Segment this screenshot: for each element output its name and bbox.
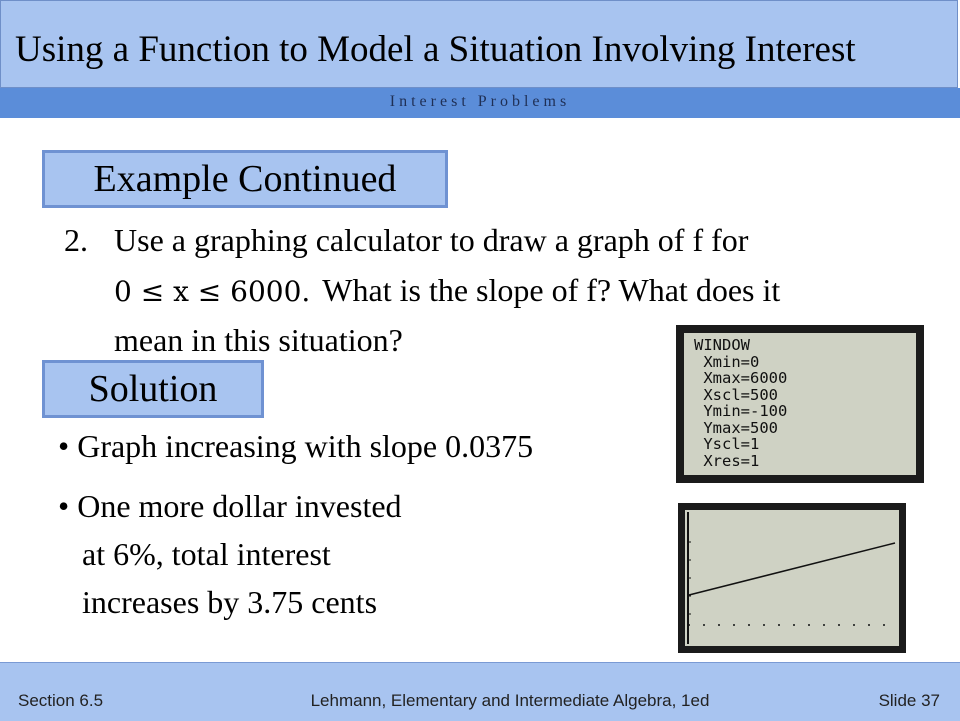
calculator-window-screen (676, 325, 924, 483)
window-settings-text: WINDOW Xmin=0 Xmax=6000 Xscl=500 Ymin=-100 Ymax=500 Yscl=1 Xres=1 (694, 336, 788, 470)
inequality-expression: 0 ≤ x ≤ 6000. (114, 275, 311, 308)
question-line-2-text: What is the slope of f? What does it (322, 272, 781, 308)
bullet-meaning: • One more dollar invested (58, 488, 402, 524)
bullet-slope: • Graph increasing with slope 0.0375 (58, 428, 534, 464)
footer (0, 662, 960, 721)
question-line-1: Use a graphing calculator to draw a graph of f for (114, 222, 749, 258)
calculator-graph-screen (678, 503, 906, 653)
footer-slide-number: Slide 37 (878, 691, 940, 710)
footer-section: Section 6.5 (18, 691, 104, 710)
graph-display (685, 510, 899, 646)
calculator-window-display (684, 333, 916, 475)
question-line-3: mean in this situation? (114, 322, 403, 358)
question-number: 2. (64, 222, 88, 258)
slide-title: Using a Function to Model a Situation Involving Interest (15, 29, 856, 70)
example-continued-label: Example Continued (42, 150, 448, 208)
bullet-meaning-line-3: increases by 3.75 cents (82, 584, 378, 620)
subtitle-bar (0, 88, 960, 118)
bullet-meaning-line-2: at 6%, total interest (82, 536, 331, 572)
graph-background (685, 510, 899, 646)
solution-label: Solution (42, 360, 264, 418)
title-bar (0, 0, 958, 88)
slide-subtitle: Interest Problems (389, 93, 571, 110)
footer-book: Lehmann, Elementary and Intermediate Algebra, 1ed (310, 691, 710, 710)
question-line-2 (114, 272, 780, 309)
